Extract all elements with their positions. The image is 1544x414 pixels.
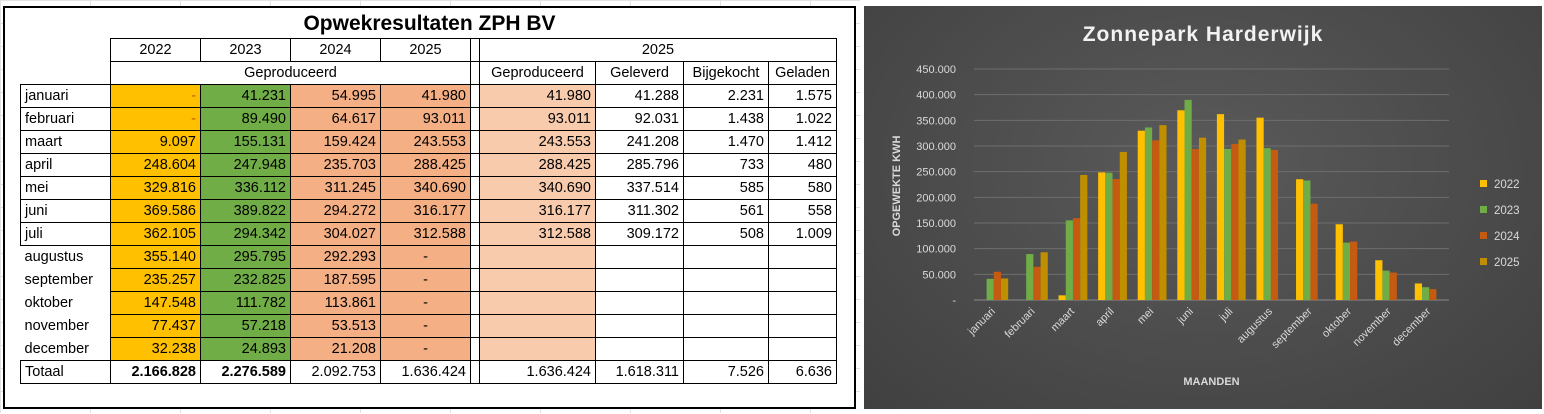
total-2023[interactable]: 2.276.589 [201,361,291,384]
cell-geleverd[interactable]: 311.302 [596,200,684,223]
y-tick-label: 50.000 [922,269,956,282]
x-tick-label: augustus [1234,305,1275,346]
cell-geladen[interactable]: 1.009 [769,223,837,246]
bar-2022-september [1296,179,1303,300]
bar-2022-juli [1217,114,1224,300]
cell-geproduceerd[interactable]: 312.588 [480,223,596,246]
bar-2022-maart [1059,295,1066,300]
cell-2024[interactable]: 113.861 [291,292,381,315]
cell-2025[interactable]: - [381,315,471,338]
bar-2025-juli [1238,140,1245,300]
y-tick-label: - [952,295,956,307]
table-row [21,315,837,338]
cell-geleverd[interactable]: 337.514 [596,177,684,200]
right-year-header[interactable]: 2025 [480,39,837,62]
month-cell[interactable]: april [21,154,111,177]
cell-2022[interactable]: 362.105 [111,223,201,246]
cell-bijgekocht[interactable] [684,315,769,338]
cell-2024[interactable]: 54.995 [291,85,381,108]
cell-2025[interactable]: 312.588 [381,223,471,246]
bar-2022-november [1375,260,1382,300]
y-tick-label: 300.000 [916,141,956,153]
bar-2025-februari [1041,252,1048,300]
cell-bijgekocht[interactable] [684,338,769,361]
spacer-cell [471,292,480,315]
month-cell[interactable]: september [24,272,94,288]
cell-bijgekocht[interactable] [684,246,769,269]
y-tick-label: 250.000 [916,166,956,179]
cell-2023[interactable]: 336.112 [201,177,291,200]
cell-2024[interactable]: 187.595 [291,269,381,292]
bar-2023-september [1303,180,1310,300]
bar-2023-maart [1066,220,1073,300]
year-header-2022[interactable]: 2022 [111,39,201,62]
month-cell[interactable]: maart [21,131,111,154]
bar-2023-mei [1145,127,1152,300]
legend-swatch-2024 [1480,232,1487,239]
cell-2025[interactable]: 41.980 [381,85,471,108]
cell-geproduceerd[interactable] [480,269,596,292]
cell-2024[interactable]: 294.272 [291,200,381,223]
bar-2022-mei [1138,131,1145,300]
cell-geproduceerd[interactable] [480,338,596,361]
cell-2025[interactable]: - [381,246,471,269]
total-2022[interactable]: 2.166.828 [111,361,201,384]
legend-label-2022: 2022 [1494,179,1520,191]
cell-2023[interactable]: 295.795 [201,246,291,269]
total-geladen[interactable]: 6.636 [769,361,837,384]
cell-2024[interactable]: 159.424 [291,131,381,154]
legend-label-2025: 2025 [1494,257,1520,269]
cell-2022[interactable]: 9.097 [111,131,201,154]
x-tick-label: december [1390,305,1434,349]
month-cell[interactable]: november [24,318,89,334]
total-row [21,361,837,384]
table-row [21,269,837,292]
spacer-cell [471,315,480,338]
cell-2022[interactable]: 355.140 [111,246,201,269]
cell-geladen[interactable] [769,292,837,315]
month-cell[interactable]: juni [21,200,111,223]
month-cell[interactable]: oktober [24,295,73,311]
y-axis-label: OPGEWEKTE KWH [891,135,903,237]
spacer-cell [471,108,480,131]
cell-bijgekocht[interactable]: 2.231 [684,85,769,108]
y-tick-label: 200.000 [916,192,956,205]
spacer-cell [471,131,480,154]
cell-geleverd[interactable]: 92.031 [596,108,684,131]
bar-2024-november [1390,273,1397,300]
table-row [21,85,837,108]
cell-2024[interactable]: 64.617 [291,108,381,131]
cell-geleverd[interactable] [596,338,684,361]
spacer-cell [471,361,480,384]
cell-geladen[interactable] [769,338,837,361]
table-row [21,177,837,200]
bar-2022-augustus [1256,118,1263,300]
cell-geproduceerd[interactable]: 243.553 [480,131,596,154]
cell-2023[interactable]: 155.131 [201,131,291,154]
cell-2024[interactable]: 304.027 [291,223,381,246]
y-tick-label: 100.000 [916,243,956,256]
cell-2024[interactable]: 53.513 [291,315,381,338]
table-row [21,108,837,131]
table-row [21,200,837,223]
cell-geladen[interactable]: 580 [769,177,837,200]
bar-2023-november [1382,271,1389,300]
cell-2024[interactable]: 311.245 [291,177,381,200]
bar-2024-oktober [1350,242,1357,300]
cell-2022[interactable]: - [111,85,201,108]
cell-bijgekocht[interactable] [684,269,769,292]
cell-2024[interactable]: 292.293 [291,246,381,269]
bar-2024-april [1113,179,1120,300]
cell-geproduceerd[interactable] [480,315,596,338]
year-header-2024[interactable]: 2024 [291,39,381,62]
cell-2025[interactable]: 340.690 [381,177,471,200]
cell-geleverd[interactable] [596,292,684,315]
x-axis-label: MAANDEN [1183,376,1240,388]
cell-geladen[interactable] [769,269,837,292]
bar-2022-juni [1177,110,1184,300]
cell-2023[interactable]: 247.948 [201,154,291,177]
month-cell[interactable]: december [24,340,89,357]
bar-2023-april [1105,173,1112,300]
cell-2025[interactable]: 93.011 [381,108,471,131]
cell-geproduceerd[interactable]: 340.690 [480,177,596,200]
header-bijgekocht[interactable]: Bijgekocht [684,62,769,85]
legend-label-2023: 2023 [1494,205,1520,217]
total-geleverd[interactable]: 1.618.311 [596,361,684,384]
y-tick-label: 350.000 [916,115,956,128]
total-2025[interactable]: 1.636.424 [381,361,471,384]
table-row [21,131,837,154]
bar-2022-april [1098,172,1105,300]
cell-bijgekocht[interactable]: 508 [684,223,769,246]
cell-2025[interactable]: - [381,269,471,292]
cell-geladen[interactable]: 1.022 [769,108,837,131]
cell-geproduceerd[interactable] [480,292,596,315]
x-tick-label: januari [966,305,998,338]
cell-geleverd[interactable] [596,269,684,292]
spacer-cell [471,177,480,200]
month-cell[interactable]: januari [21,85,111,108]
cell-2024[interactable]: 21.208 [291,338,381,361]
header-geproduceerd[interactable]: Geproduceerd [480,62,596,85]
cell-2022[interactable]: 248.604 [111,154,201,177]
cell-bijgekocht[interactable] [684,292,769,315]
spacer-cell [471,200,480,223]
bar-2024-augustus [1271,150,1278,300]
legend-swatch-2022 [1480,180,1487,187]
cell-geleverd[interactable]: 309.172 [596,223,684,246]
cell-2022[interactable]: 32.238 [111,338,201,361]
x-tick-label: april [1093,305,1117,329]
bar-2024-september [1310,204,1317,300]
x-tick-label: maart [1048,305,1078,335]
table-title: Opwekresultaten ZPH BV [303,12,556,35]
table-row [21,154,837,177]
bar-2024-december [1429,289,1436,300]
cell-2025[interactable]: - [381,292,471,315]
spacer-cell [471,154,480,177]
total-2024[interactable]: 2.092.753 [291,361,381,384]
cell-geproduceerd[interactable]: 288.425 [480,154,596,177]
header-row-years [21,39,837,62]
total-label[interactable]: Totaal [21,361,111,384]
bar-2025-mei [1159,125,1166,300]
bar-2024-mei [1152,140,1159,300]
year-header-2023[interactable]: 2023 [201,39,291,62]
cell-2025[interactable]: 288.425 [381,154,471,177]
cell-geleverd[interactable]: 241.208 [596,131,684,154]
cell-geproduceerd[interactable]: 316.177 [480,200,596,223]
table-row [21,338,837,361]
header-geladen[interactable]: Geladen [769,62,837,85]
table-row [21,223,837,246]
cell-geladen[interactable] [769,315,837,338]
bar-2025-maart [1080,175,1087,300]
cell-geproduceerd[interactable]: 93.011 [480,108,596,131]
chart-title: Zonnepark Harderwijk [1082,23,1324,46]
cell-2022[interactable]: 77.437 [111,315,201,338]
table-row [21,246,837,269]
header-row-labels [21,62,837,85]
x-tick-label: mei [1135,305,1157,327]
total-geproduceerd[interactable]: 1.636.424 [480,361,596,384]
x-tick-label: juli [1217,305,1236,324]
geproduceerd-group-header[interactable]: Geproduceerd [111,62,471,85]
cell-geleverd[interactable] [596,315,684,338]
cell-geladen[interactable]: 480 [769,154,837,177]
cell-2022[interactable]: - [111,108,201,131]
x-tick-label: juni [1175,305,1196,327]
cell-2023[interactable]: 89.490 [201,108,291,131]
cell-geladen[interactable]: 1.412 [769,131,837,154]
bar-2024-februari [1033,267,1040,300]
x-tick-label: februari [1002,305,1038,341]
spacer-cell [471,338,480,361]
bar-2023-december [1422,287,1429,300]
x-tick-label: september [1269,305,1315,351]
cell-bijgekocht[interactable]: 585 [684,177,769,200]
x-tick-label: november [1350,305,1394,349]
legend-label-2024: 2024 [1494,231,1520,243]
cell-2023[interactable]: 294.342 [201,223,291,246]
cell-2024[interactable]: 235.703 [291,154,381,177]
cell-2023[interactable]: 232.825 [201,269,291,292]
cell-2022[interactable]: 235.257 [111,269,201,292]
cell-2023[interactable]: 389.822 [201,200,291,223]
legend-swatch-2023 [1480,206,1487,213]
bar-2023-februari [1026,254,1033,300]
cell-bijgekocht[interactable]: 733 [684,154,769,177]
bar-2023-juli [1224,149,1231,300]
y-tick-label: 400.000 [916,89,956,102]
cell-2025[interactable]: 243.553 [381,131,471,154]
results-table [20,38,837,384]
legend-swatch-2025 [1480,258,1487,265]
cell-geproduceerd[interactable] [480,246,596,269]
chart-area[interactable] [864,6,1542,409]
bar-2023-augustus [1264,148,1271,300]
x-tick-label: oktober [1319,305,1355,341]
cell-2022[interactable]: 369.586 [111,200,201,223]
total-bijgekocht[interactable]: 7.526 [684,361,769,384]
table-row [21,292,837,315]
bar-chart [864,6,1542,409]
cell-geleverd[interactable] [596,246,684,269]
month-cell[interactable]: juli [21,223,111,246]
cell-2023[interactable]: 111.782 [201,292,291,315]
cell-2023[interactable]: 57.218 [201,315,291,338]
bar-2024-maart [1073,218,1080,300]
spacer-cell [471,85,480,108]
cell-geproduceerd[interactable]: 41.980 [480,85,596,108]
cell-2025[interactable]: - [381,338,471,361]
bar-2025-januari [1001,278,1008,300]
cell-bijgekocht[interactable]: 1.470 [684,131,769,154]
bar-2024-juli [1231,144,1238,300]
cell-geladen[interactable]: 558 [769,200,837,223]
y-tick-label: 150.000 [916,218,956,230]
bar-2022-oktober [1336,224,1343,300]
spacer-cell [471,223,480,246]
y-tick-label: 450.000 [916,64,956,76]
cell-geleverd[interactable]: 285.796 [596,154,684,177]
spacer-cell [471,246,480,269]
bar-2023-juni [1185,100,1192,300]
bar-2023-januari [987,279,994,300]
header-geleverd[interactable]: Geleverd [596,62,684,85]
cell-2023[interactable]: 41.231 [201,85,291,108]
spacer-cell [471,269,480,292]
cell-geladen[interactable] [769,246,837,269]
year-header-2025[interactable]: 2025 [381,39,471,62]
cell-bijgekocht[interactable]: 1.438 [684,108,769,131]
bar-2025-april [1120,152,1127,300]
bar-2024-januari [994,272,1001,300]
cell-geladen[interactable]: 1.575 [769,85,837,108]
cell-2025[interactable]: 316.177 [381,200,471,223]
bar-2023-oktober [1343,243,1350,300]
cell-geleverd[interactable]: 41.288 [596,85,684,108]
bar-2025-juni [1199,138,1206,300]
month-cell[interactable]: mei [21,177,111,200]
bar-2024-juni [1192,149,1199,300]
month-cell[interactable]: augustus [24,249,84,266]
cell-2023[interactable]: 24.893 [201,338,291,361]
bar-2022-december [1415,283,1422,300]
cell-bijgekocht[interactable]: 561 [684,200,769,223]
cell-2022[interactable]: 329.816 [111,177,201,200]
month-cell[interactable]: februari [21,108,111,131]
cell-2022[interactable]: 147.548 [111,292,201,315]
